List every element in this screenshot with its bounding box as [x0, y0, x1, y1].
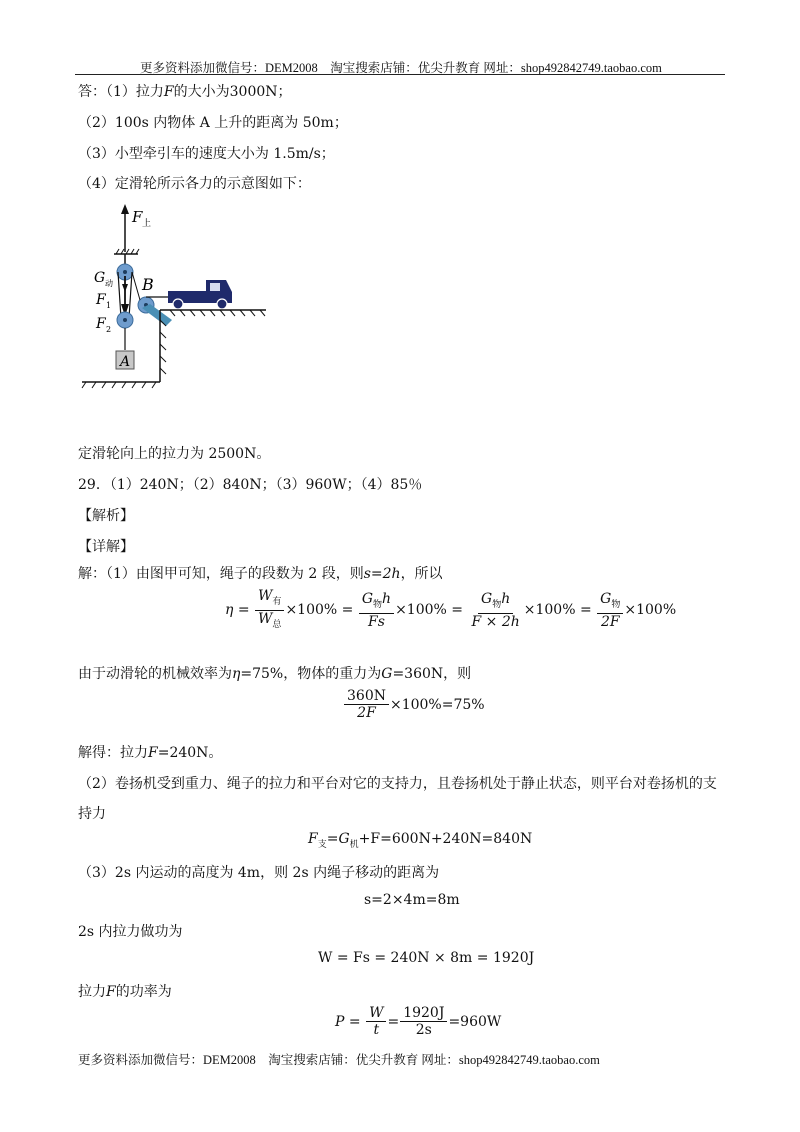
eq2-den: 2F — [357, 705, 376, 721]
q29-answer: 29．（1）240N；（2）840N；（3）960W；（4）85％ — [78, 477, 423, 493]
f2-label: F — [96, 316, 106, 332]
q29-p7-b: 的功率为 — [115, 984, 172, 1000]
q29-p7-f: F — [106, 984, 116, 1000]
answer-3: （3）小型牵引车的速度大小为 1.5m/s； — [78, 146, 335, 162]
conclusion-line: 定滑轮向上的拉力为 2500N。 — [78, 446, 271, 462]
eq6-w: W — [366, 1005, 386, 1022]
equation-work: W = Fs = 240N × 8m = 1920J — [318, 950, 535, 966]
eq3-gsub: 机 — [349, 839, 359, 850]
eq1-w-zong-sub: 总 — [272, 619, 282, 630]
eq1-h-a: h — [382, 590, 392, 607]
equation-support — [308, 831, 532, 850]
eq1-eta: η — [225, 602, 234, 619]
f-up-sub: 上 — [142, 219, 152, 229]
page-footer: 更多资料添加微信号：DEM2008 淘宝搜索店铺：优尖升教育 网址：shop492842749.taobao.com — [78, 1053, 600, 1067]
equation-power — [335, 1005, 501, 1038]
eq1-times-100-a: ×100% — [285, 602, 338, 619]
eq1-times-100-d: ×100% — [624, 602, 677, 619]
eq1-times-100-c: ×100% — [523, 602, 576, 619]
eq1-g-c: G — [600, 590, 612, 607]
xiangjie-heading: 【详解】 — [78, 539, 134, 555]
eq1-w-zong: W — [258, 610, 273, 627]
q29-p2-g: G — [381, 666, 393, 682]
truck-wheel-rear — [173, 299, 183, 309]
eq1-w-you-sub: 有 — [272, 596, 282, 607]
eq6-res: =960W — [448, 1013, 502, 1030]
q29-p6: 2s 内拉力做功为 — [78, 924, 183, 940]
f-up-label: F — [132, 208, 143, 226]
q29-p4: （2）卷扬机受到重力、绳子的拉力和平台对它的支持力，且卷扬机处于静止状态，则平台对卷扬机的支 — [78, 776, 717, 792]
eq1-f2h: F × 2h — [471, 613, 520, 630]
page-header: 更多资料添加微信号：DEM2008 淘宝搜索店铺：优尖升教育 网址：shop492842749.taobao.com — [140, 61, 662, 75]
q29-p1 — [78, 563, 443, 583]
eq3-rest: +F=600N+240N=840N — [358, 831, 533, 847]
eq6-den: 2s — [415, 1022, 432, 1038]
eq1-g-b-sub: 物 — [492, 599, 502, 610]
answer-1 — [78, 81, 292, 101]
eq3-g: G — [338, 831, 350, 847]
eq3-sub: 支 — [317, 839, 327, 850]
eq1-g-a-sub: 物 — [373, 599, 383, 610]
eq6-eq: = — [387, 1013, 400, 1030]
q29-p1-a: 解：（1）由图甲可知，绳子的段数为 2 段，则 — [78, 566, 364, 582]
truck-wheel-front — [217, 299, 227, 309]
answer-1-var: F — [163, 84, 174, 100]
label-b: B — [142, 275, 154, 294]
q29-p2 — [78, 663, 471, 683]
g-dong-label: G — [94, 270, 106, 286]
eq1-2f: 2F — [600, 613, 620, 630]
q29-p2-a: 由于动滑轮的机械效率为 — [78, 666, 232, 682]
pulley-b-bracket — [142, 304, 172, 326]
eq6-num: 1920J — [400, 1005, 447, 1022]
platform-hatch — [170, 310, 265, 316]
header-rule — [75, 74, 725, 75]
q29-p1-b: ，所以 — [400, 566, 443, 582]
eq6-p: P = — [335, 1013, 361, 1030]
q29-p7 — [78, 981, 172, 1001]
answer-2: （2）100s 内物体 A 上升的距离为 50m； — [78, 115, 348, 131]
answer-4: （4）定滑轮所示各力的示意图如下： — [78, 176, 311, 192]
eq2-rest: ×100%=75% — [389, 696, 485, 713]
eq1-fs: Fs — [368, 613, 385, 630]
eq1-h-b: h — [501, 590, 511, 607]
answer-1-pre: 答：（1）拉力 — [78, 84, 164, 100]
f-up-arrowhead — [121, 204, 129, 214]
q29-p2-eta: η — [232, 666, 241, 682]
q29-p3 — [78, 742, 222, 762]
eq1-w-you: W — [258, 588, 273, 604]
q29-p4b: 持力 — [78, 806, 106, 822]
q29-p5: （3）2s 内运动的高度为 4m，则 2s 内绳子移动的距离为 — [78, 865, 440, 881]
q29-p1-s: s=2h — [363, 566, 401, 582]
q29-p2-b: =75%，物体的重力为 — [240, 666, 382, 682]
f2-sub: 2 — [106, 325, 112, 334]
q29-p2-c: =360N，则 — [392, 666, 472, 682]
jiexi-heading: 【解析】 — [78, 508, 134, 524]
eq1-times-100-b: ×100% — [395, 602, 447, 619]
equation-distance: s=2×4m=8m — [364, 892, 460, 908]
eq3-eq: = — [326, 831, 339, 847]
label-a: A — [120, 354, 131, 370]
q29-p7-a: 拉力 — [78, 984, 106, 1000]
q29-p3-a: 解得：拉力 — [78, 745, 148, 761]
f1-label: F — [96, 292, 106, 308]
pulley-force-diagram — [80, 200, 280, 400]
ground-hatch — [82, 382, 156, 388]
equation-75 — [343, 688, 485, 721]
eq3-f: F — [308, 831, 318, 847]
eq1-g-a: G — [361, 590, 374, 607]
eq1-g-b: G — [481, 590, 493, 607]
f1-sub: 1 — [106, 301, 112, 310]
eq2-num: 360N — [344, 688, 389, 705]
equation-efficiency: η = $\frac{W_有}{W_总}$ ×100% = $\frac{G_物h}{Fs}$ ×100% = $\frac{G_物h}{F \times 2h}$ ×100% = $\frac{G_物}{2F}$ ×100% — [225, 588, 677, 630]
eq1-g-c-sub: 物 — [611, 599, 621, 610]
answer-1-post: 的大小为3000N； — [173, 84, 292, 100]
q29-p3-f: F — [148, 745, 158, 761]
g-dong-sub: 动 — [105, 279, 113, 288]
q29-p3-b: =240N。 — [157, 745, 223, 761]
eq6-t: t — [373, 1022, 380, 1038]
